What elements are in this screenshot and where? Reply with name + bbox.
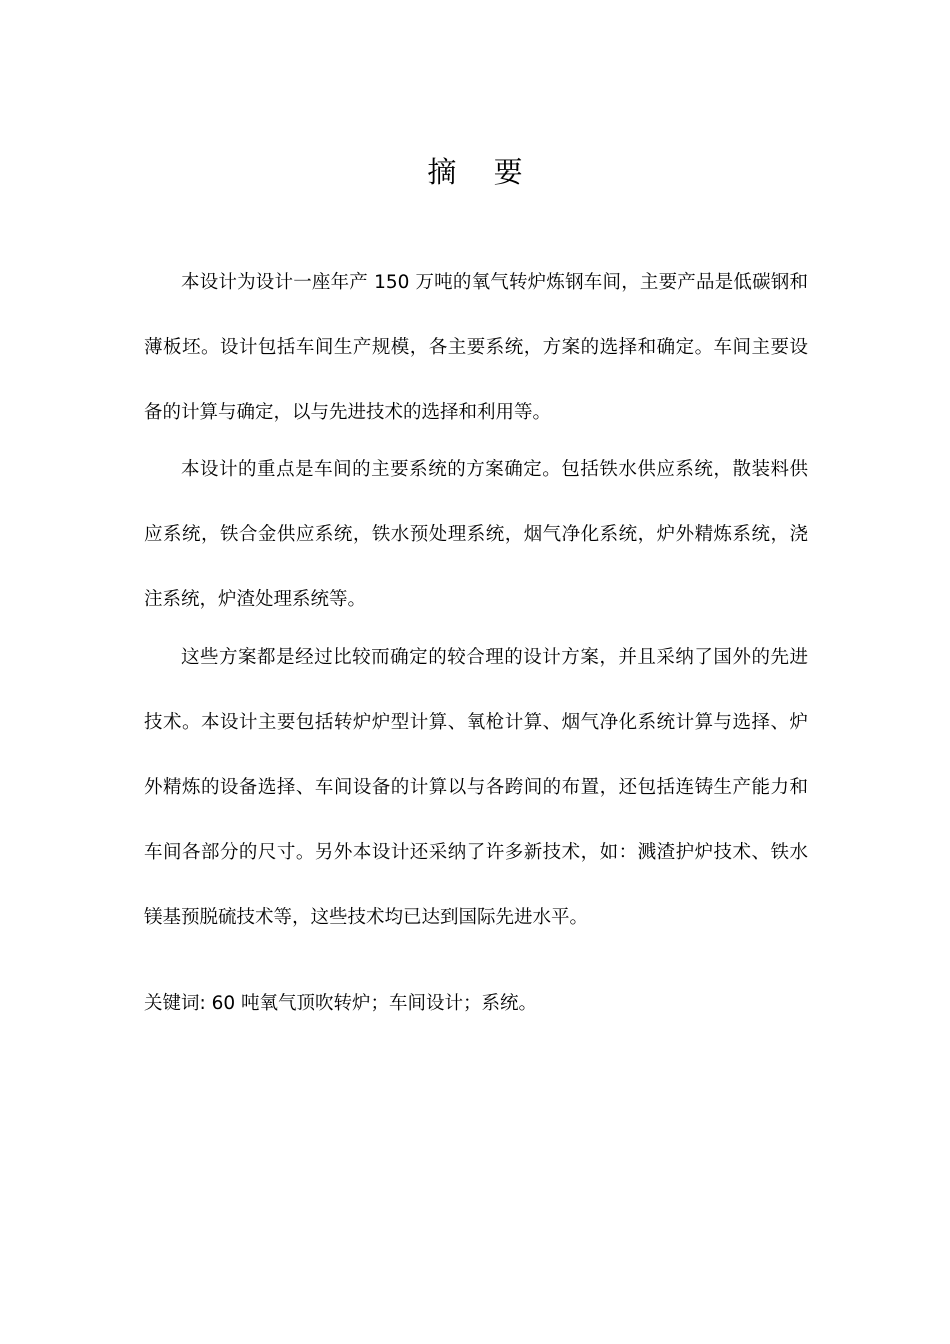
abstract-paragraph-3: 这些方案都是经过比较而确定的较合理的设计方案，并且采纳了国外的先进技术。本设计主要包括转炉炉型计算、氧枪计算、烟气净化系统计算与选择、炉外精炼的设备选择、车间设备的计算以与各跨间的布置，还包括连铸生产能力和车间各部分的尺寸。另外本设计还采纳了许多新技术，如：溅渣护炉技术、铁水镁基预脱硫技术等，这些技术均已达到国际先进水平。 [144,647,808,928]
abstract-title: 摘 要 [427,155,537,189]
abstract-paragraph-1: 本设计为设计一座年产 150 万吨的氧气转炉炼钢车间，主要产品是低碳钢和薄板坯。设计包括车间生产规模，各主要系统，方案的选择和确定。车间主要设备的计算与确定，以与先进技术的选择和利用等。 [144,272,808,423]
keywords-line: 关键词: 60 吨氧气顶吹转炉；车间设计；系统。 [144,993,538,1014]
abstract-paragraph-2: 本设计的重点是车间的主要系统的方案确定。包括铁水供应系统，散装料供应系统，铁合金供应系统，铁水预处理系统，烟气净化系统，炉外精炼系统，浇注系统，炉渣处理系统等。 [144,459,808,610]
